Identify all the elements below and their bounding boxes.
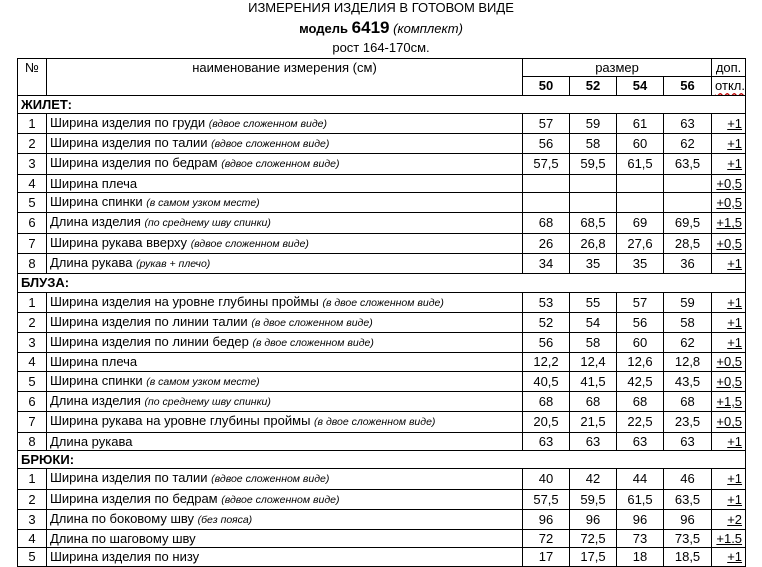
size-value-56: 43,5 [664, 371, 712, 391]
table-row [18, 333, 746, 353]
tolerance-value: +1 [727, 314, 743, 330]
row-number: 5 [18, 371, 47, 391]
measurement-name: Ширина изделия по линии талии [50, 313, 248, 329]
size-value-56: 18,5 [664, 548, 712, 566]
measurement-cell [47, 371, 523, 391]
table-row [18, 353, 746, 371]
size-value-54 [617, 193, 664, 213]
size-value-50: 40,5 [523, 371, 570, 391]
size-value-50: 26 [523, 233, 570, 253]
size-value-52: 55 [570, 292, 617, 312]
measurement-name: Длина изделия [50, 214, 141, 230]
size-value-54: 22,5 [617, 412, 664, 432]
size-value-52: 26,8 [570, 233, 617, 253]
tolerance-cell [712, 213, 746, 233]
measurement-note: (вдвое сложенном виде) [221, 158, 340, 171]
size-value-56: 73,5 [664, 530, 712, 548]
size-value-52: 12,4 [570, 353, 617, 371]
measurement-cell [47, 193, 523, 213]
measurement-note: (вдвое сложенном виде) [190, 237, 309, 250]
size-value-54: 61 [617, 113, 664, 133]
size-group-header: размер [523, 59, 712, 77]
section-title: БРЮКИ: [18, 450, 746, 468]
table-row [18, 113, 746, 133]
measurement-note: (в двое сложенном виде) [314, 416, 436, 429]
model-line [0, 17, 762, 39]
size-value-54: 12,6 [617, 353, 664, 371]
measurement-name: Ширина изделия по линии бедер [50, 334, 249, 350]
measurement-note: (вдвое сложенном виде) [208, 117, 327, 130]
size-header-56: 56 [664, 77, 712, 95]
size-value-54: 57 [617, 292, 664, 312]
size-value-56: 23,5 [664, 412, 712, 432]
table-row [18, 530, 746, 548]
tolerance-value: +1 [727, 156, 743, 172]
size-value-52: 58 [570, 333, 617, 353]
tolerance-value: +1 [727, 471, 743, 487]
row-number: 2 [18, 489, 47, 509]
table-row [18, 193, 746, 213]
measurement-name: Длина рукава [50, 433, 133, 449]
measurement-cell [47, 292, 523, 312]
size-value-56: 12,8 [664, 353, 712, 371]
table-row [18, 134, 746, 154]
row-number: 2 [18, 134, 47, 154]
measurement-cell [47, 174, 523, 192]
tolerance-value: +0,5 [716, 235, 743, 251]
size-header-50: 50 [523, 77, 570, 95]
measurement-cell [47, 312, 523, 332]
measurement-cell [47, 432, 523, 450]
size-value-50: 72 [523, 530, 570, 548]
tolerance-cell [712, 371, 746, 391]
measurement-name: Длина изделия [50, 393, 141, 409]
size-value-56: 96 [664, 509, 712, 529]
tolerance-header-text: откл. [715, 78, 745, 94]
size-value-50: 57,5 [523, 154, 570, 174]
size-value-54: 60 [617, 134, 664, 154]
measurement-name: Ширина изделия по бедрам [50, 155, 218, 171]
measurement-cell [47, 412, 523, 432]
table-row [18, 469, 746, 489]
size-value-50 [523, 193, 570, 213]
size-value-52: 42 [570, 469, 617, 489]
section-title: ЖИЛЕТ: [18, 95, 746, 113]
size-value-52: 72,5 [570, 530, 617, 548]
tolerance-cell [712, 530, 746, 548]
size-value-56: 68 [664, 392, 712, 412]
size-value-52: 59 [570, 113, 617, 133]
row-number: 4 [18, 174, 47, 192]
document-header [0, 0, 762, 58]
model-number: 6419 [351, 18, 390, 37]
model-suffix: (комплект) [393, 21, 463, 36]
tolerance-cell [712, 548, 746, 566]
tolerance-value: +1 [727, 255, 743, 271]
tolerance-cell [712, 509, 746, 529]
table-row [18, 548, 746, 566]
measurement-note: (в двое сложенном виде) [251, 316, 373, 329]
measurement-name: Ширина изделия по бедрам [50, 490, 218, 506]
size-value-56 [664, 174, 712, 192]
tolerance-value: +1 [727, 433, 743, 449]
size-value-50 [523, 174, 570, 192]
size-value-56: 36 [664, 253, 712, 273]
table-row [18, 432, 746, 450]
size-value-54 [617, 174, 664, 192]
size-value-56: 63 [664, 432, 712, 450]
size-value-56: 58 [664, 312, 712, 332]
table-row [18, 174, 746, 192]
tolerance-value: +1 [727, 136, 743, 152]
measurement-name: Ширина изделия по низу [50, 549, 200, 565]
measurement-cell [47, 469, 523, 489]
size-value-54: 68 [617, 392, 664, 412]
name-header: наименование измерения (см) [47, 59, 523, 96]
tolerance-cell [712, 333, 746, 353]
size-value-50: 68 [523, 213, 570, 233]
measurement-cell [47, 489, 523, 509]
table-row [18, 292, 746, 312]
measurements-table [17, 58, 746, 567]
measurement-note: (в двое сложенном виде) [252, 337, 374, 350]
size-value-50: 20,5 [523, 412, 570, 432]
size-value-52: 21,5 [570, 412, 617, 432]
size-value-50: 17 [523, 548, 570, 566]
size-value-52: 68,5 [570, 213, 617, 233]
row-number: 1 [18, 113, 47, 133]
size-value-56: 46 [664, 469, 712, 489]
size-value-50: 68 [523, 392, 570, 412]
tolerance-cell [712, 312, 746, 332]
size-value-54: 56 [617, 312, 664, 332]
measurement-cell [47, 134, 523, 154]
measurement-name: Ширина плеча [50, 175, 138, 191]
size-value-56: 63 [664, 113, 712, 133]
row-number: 8 [18, 253, 47, 273]
size-value-52 [570, 193, 617, 213]
table-body [18, 59, 746, 567]
size-value-54: 61,5 [617, 154, 664, 174]
measurement-cell [47, 213, 523, 233]
table-row [18, 509, 746, 529]
table-row [18, 154, 746, 174]
measurement-cell [47, 233, 523, 253]
measurement-name: Ширина изделия по груди [50, 114, 206, 130]
measurement-cell [47, 548, 523, 566]
size-value-54: 63 [617, 432, 664, 450]
measurement-name: Ширина рукава вверху [50, 234, 188, 250]
measurement-note: (в самом узком месте) [146, 375, 260, 388]
size-value-52: 68 [570, 392, 617, 412]
row-number: 6 [18, 213, 47, 233]
tolerance-value: +1,5 [716, 215, 743, 231]
size-value-54: 96 [617, 509, 664, 529]
measurement-note: (вдвое сложенном виде) [221, 493, 340, 506]
size-value-54: 42,5 [617, 371, 664, 391]
tolerance-value: +1,5 [716, 394, 743, 410]
height-range: рост 164-170см. [332, 40, 430, 55]
tolerance-header-line1: доп. [712, 59, 746, 77]
tolerance-cell [712, 489, 746, 509]
size-value-54: 35 [617, 253, 664, 273]
measurement-name: Ширина спинки [50, 372, 143, 388]
size-value-52: 96 [570, 509, 617, 529]
tolerance-cell [712, 292, 746, 312]
size-value-50: 57 [523, 113, 570, 133]
size-value-50: 96 [523, 509, 570, 529]
section-row [18, 95, 746, 113]
size-value-50: 63 [523, 432, 570, 450]
tolerance-cell [712, 353, 746, 371]
measurement-cell [47, 154, 523, 174]
table-row [18, 489, 746, 509]
measurement-cell [47, 113, 523, 133]
measurement-name: Ширина рукава на уровне глубины проймы [50, 413, 311, 429]
size-value-52: 58 [570, 134, 617, 154]
tolerance-cell [712, 412, 746, 432]
tolerance-cell [712, 174, 746, 192]
size-value-56: 63,5 [664, 154, 712, 174]
tolerance-value: +0,5 [716, 195, 743, 211]
tolerance-value: +1 [727, 115, 743, 131]
tolerance-value: +0,5 [716, 414, 743, 430]
measurement-name: Ширина плеча [50, 354, 138, 370]
document-title: ИЗМЕРЕНИЯ ИЗДЕЛИЯ В ГОТОВОМ ВИДЕ [248, 0, 514, 15]
model-prefix: модель [299, 21, 349, 36]
tolerance-value: +2 [727, 511, 743, 527]
header-row-1 [18, 59, 746, 77]
row-number: 1 [18, 469, 47, 489]
tolerance-header-line2 [712, 77, 746, 95]
size-value-52: 59,5 [570, 154, 617, 174]
tolerance-value: +0,5 [716, 354, 743, 370]
section-title: БЛУЗА: [18, 274, 746, 292]
size-value-56 [664, 193, 712, 213]
table-row [18, 371, 746, 391]
tolerance-cell [712, 233, 746, 253]
size-value-52: 59,5 [570, 489, 617, 509]
row-number: 7 [18, 412, 47, 432]
measurement-note: (по среднему шву спинки) [144, 217, 271, 230]
row-number: 2 [18, 312, 47, 332]
tolerance-value: +1 [727, 335, 743, 351]
measurement-cell [47, 333, 523, 353]
size-value-50: 57,5 [523, 489, 570, 509]
tolerance-cell [712, 432, 746, 450]
measurement-name: Длина по шаговому шву [50, 531, 196, 547]
size-value-54: 61,5 [617, 489, 664, 509]
size-value-52: 54 [570, 312, 617, 332]
tolerance-cell [712, 392, 746, 412]
row-number: 6 [18, 392, 47, 412]
size-value-56: 59 [664, 292, 712, 312]
table-row [18, 213, 746, 233]
row-number: 7 [18, 233, 47, 253]
measurement-note: (вдвое сложенном виде) [211, 473, 330, 486]
table-row [18, 233, 746, 253]
table-row [18, 253, 746, 273]
measurement-note: (рукав + плечо) [136, 257, 211, 270]
size-header-52: 52 [570, 77, 617, 95]
size-value-52: 63 [570, 432, 617, 450]
size-value-54: 73 [617, 530, 664, 548]
measurement-cell [47, 253, 523, 273]
size-value-54: 18 [617, 548, 664, 566]
size-value-50: 12,2 [523, 353, 570, 371]
row-number: 5 [18, 193, 47, 213]
row-number: 5 [18, 548, 47, 566]
tolerance-cell [712, 134, 746, 154]
measurement-cell [47, 509, 523, 529]
measurement-name: Длина по боковому шву [50, 510, 195, 526]
tolerance-value: +1 [727, 491, 743, 507]
num-header: № [18, 59, 47, 96]
table-row [18, 392, 746, 412]
size-value-50: 53 [523, 292, 570, 312]
size-value-56: 62 [664, 333, 712, 353]
tolerance-value: +1 [727, 549, 743, 565]
row-number: 8 [18, 432, 47, 450]
tolerance-value: +1.5 [716, 531, 743, 547]
size-value-56: 28,5 [664, 233, 712, 253]
section-row [18, 274, 746, 292]
measurement-note: (без пояса) [197, 513, 253, 526]
measurement-cell [47, 392, 523, 412]
measurement-name: Ширина изделия на уровне глубины проймы [50, 293, 319, 309]
measurement-note: (в двое сложенном виде) [322, 296, 444, 309]
tolerance-cell [712, 154, 746, 174]
size-value-54: 69 [617, 213, 664, 233]
tolerance-value: +0,5 [716, 373, 743, 389]
measurement-note: (по среднему шву спинки) [144, 396, 271, 409]
tolerance-value: +0,5 [716, 175, 743, 191]
row-number: 3 [18, 509, 47, 529]
row-number: 3 [18, 154, 47, 174]
measurement-note: (вдвое сложенном виде) [211, 138, 330, 151]
measurement-note: (в самом узком месте) [146, 197, 260, 210]
size-value-56: 63,5 [664, 489, 712, 509]
measurement-name: Ширина спинки [50, 194, 143, 210]
table-row [18, 312, 746, 332]
measurement-name: Длина рукава [50, 254, 133, 270]
tolerance-cell [712, 193, 746, 213]
tolerance-cell [712, 469, 746, 489]
size-value-52: 41,5 [570, 371, 617, 391]
size-value-50: 34 [523, 253, 570, 273]
row-number: 1 [18, 292, 47, 312]
size-value-50: 56 [523, 134, 570, 154]
size-value-50: 52 [523, 312, 570, 332]
size-value-54: 44 [617, 469, 664, 489]
tolerance-cell [712, 253, 746, 273]
size-value-52: 35 [570, 253, 617, 273]
tolerance-value: +1 [727, 294, 743, 310]
table-row [18, 412, 746, 432]
size-value-54: 60 [617, 333, 664, 353]
size-value-56: 62 [664, 134, 712, 154]
measurement-name: Ширина изделия по талии [50, 135, 208, 151]
size-value-54: 27,6 [617, 233, 664, 253]
measurement-cell [47, 353, 523, 371]
row-number: 4 [18, 530, 47, 548]
size-value-52: 17,5 [570, 548, 617, 566]
size-value-56: 69,5 [664, 213, 712, 233]
row-number: 4 [18, 353, 47, 371]
size-value-52 [570, 174, 617, 192]
measurement-name: Ширина изделия по талии [50, 470, 208, 486]
row-number: 3 [18, 333, 47, 353]
section-row [18, 450, 746, 468]
tolerance-cell [712, 113, 746, 133]
size-value-50: 40 [523, 469, 570, 489]
size-value-50: 56 [523, 333, 570, 353]
measurement-cell [47, 530, 523, 548]
size-header-54: 54 [617, 77, 664, 95]
